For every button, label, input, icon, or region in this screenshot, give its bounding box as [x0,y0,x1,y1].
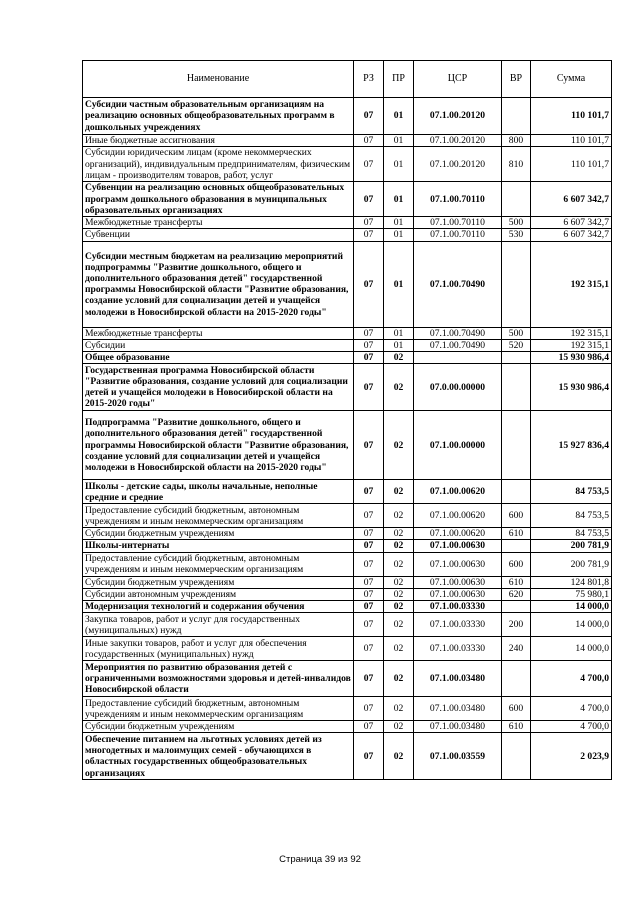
cell-name: Субсидии местным бюджетам на реализацию мероприятий подпрограммы "Развитие дошкольного, общего и дополнительного образования детей" государственной программы Новосибирской области "Развитие образования, создание условий для социализации детей и учащейся молодежи в Новосибирской области на 2015-2020 годы" [83,241,354,327]
cell-csr: 07.1.00.20120 [414,135,502,147]
cell-name: Модернизация технологий и содержания обучения [83,601,354,613]
cell-pr: 02 [384,697,414,721]
cell-rz: 07 [354,241,384,327]
cell-vr [502,661,531,697]
cell-sum: 4 700,0 [531,721,612,733]
table-row [83,540,612,552]
cell-pr: 01 [384,217,414,229]
cell-rz: 07 [354,613,384,637]
cell-csr: 07.1.00.70490 [414,327,502,339]
table-row [83,601,612,613]
cell-vr [502,411,531,480]
table-row [83,182,612,217]
cell-pr: 02 [384,576,414,588]
table-row [83,327,612,339]
cell-csr: 07.1.00.00630 [414,576,502,588]
header-csr: ЦСР [414,61,502,98]
cell-rz: 07 [354,98,384,135]
cell-csr [414,352,502,364]
cell-sum: 15 927 836,4 [531,411,612,480]
cell-csr: 07.1.00.00620 [414,528,502,540]
cell-rz: 07 [354,721,384,733]
cell-sum: 84 753,5 [531,504,612,528]
cell-vr: 600 [502,504,531,528]
header-sum: Сумма [531,61,612,98]
header-name: Наименование [83,61,354,98]
table-row [83,552,612,576]
cell-pr: 01 [384,229,414,241]
table-row [83,352,612,364]
cell-csr: 07.1.00.03330 [414,601,502,613]
header-pr: ПР [384,61,414,98]
cell-vr: 200 [502,613,531,637]
cell-csr: 07.1.00.00620 [414,480,502,504]
table-row [83,241,612,327]
cell-pr: 02 [384,733,414,780]
table-row [83,576,612,588]
cell-vr: 500 [502,327,531,339]
cell-csr: 07.1.00.00000 [414,411,502,480]
cell-rz: 07 [354,661,384,697]
table-body [83,98,612,780]
cell-pr: 02 [384,588,414,600]
cell-pr: 02 [384,504,414,528]
cell-rz: 07 [354,411,384,480]
cell-csr: 07.1.00.00620 [414,504,502,528]
cell-csr: 07.1.00.03480 [414,697,502,721]
cell-vr [502,352,531,364]
cell-rz: 07 [354,576,384,588]
cell-vr [502,98,531,135]
cell-sum: 84 753,5 [531,480,612,504]
cell-rz: 07 [354,637,384,661]
cell-sum: 15 930 986,4 [531,364,612,411]
cell-csr: 07.1.00.70490 [414,241,502,327]
cell-vr [502,601,531,613]
cell-pr: 02 [384,637,414,661]
cell-pr: 01 [384,98,414,135]
cell-csr: 07.1.00.70110 [414,182,502,217]
cell-csr: 07.0.00.00000 [414,364,502,411]
table-header-row [83,61,612,98]
cell-sum: 4 700,0 [531,697,612,721]
cell-csr: 07.1.00.03480 [414,721,502,733]
cell-name: Общее образование [83,352,354,364]
cell-name: Подпрограмма "Развитие дошкольного, общего и дополнительного образования детей" государственной программы Новосибирской области "Развитие образования, создание условий для социализации детей и учащейся молодежи в Новосибирской области на 2015-2020 годы" [83,411,354,480]
cell-csr: 07.1.00.20120 [414,147,502,182]
cell-csr: 07.1.00.03330 [414,613,502,637]
cell-vr: 240 [502,637,531,661]
table-row [83,661,612,697]
table-row [83,411,612,480]
cell-pr: 01 [384,147,414,182]
cell-sum: 6 607 342,7 [531,217,612,229]
cell-pr: 01 [384,135,414,147]
cell-csr: 07.1.00.03330 [414,637,502,661]
cell-vr: 600 [502,697,531,721]
cell-csr: 07.1.00.03480 [414,661,502,697]
cell-sum: 124 801,8 [531,576,612,588]
table-row [83,98,612,135]
table-row [83,733,612,780]
cell-vr: 520 [502,339,531,351]
cell-name: Субсидии бюджетным учреждениям [83,721,354,733]
cell-name: Предоставление субсидий бюджетным, автономным учреждениям и иным некоммерческим организациям [83,552,354,576]
header-vr: ВР [502,61,531,98]
cell-vr: 610 [502,576,531,588]
cell-rz: 07 [354,229,384,241]
cell-pr: 02 [384,721,414,733]
cell-pr: 02 [384,661,414,697]
table-row [83,339,612,351]
cell-pr: 02 [384,613,414,637]
cell-rz: 07 [354,601,384,613]
cell-csr: 07.1.00.70110 [414,229,502,241]
cell-vr: 530 [502,229,531,241]
cell-csr: 07.1.00.70490 [414,339,502,351]
cell-vr [502,182,531,217]
cell-rz: 07 [354,135,384,147]
cell-sum: 14 000,0 [531,613,612,637]
cell-pr: 02 [384,540,414,552]
cell-vr: 800 [502,135,531,147]
cell-pr: 02 [384,601,414,613]
cell-sum: 110 101,7 [531,98,612,135]
cell-name: Обеспечение питанием на льготных условиях детей из многодетных и малоимущих семей - обучающихся в областных государственных общеобразовательных организациях [83,733,354,780]
cell-rz: 07 [354,182,384,217]
cell-pr: 02 [384,364,414,411]
cell-vr [502,733,531,780]
cell-sum: 14 000,0 [531,637,612,661]
cell-name: Субсидии бюджетным учреждениям [83,576,354,588]
cell-sum: 75 980,1 [531,588,612,600]
cell-rz: 07 [354,217,384,229]
cell-vr [502,241,531,327]
cell-rz: 07 [354,504,384,528]
cell-pr: 01 [384,182,414,217]
cell-name: Школы - детские сады, школы начальные, неполные средние и средние [83,480,354,504]
cell-pr: 02 [384,528,414,540]
table-row [83,217,612,229]
cell-name: Межбюджетные трансферты [83,327,354,339]
cell-rz: 07 [354,552,384,576]
cell-sum: 15 930 986,4 [531,352,612,364]
cell-name: Субвенции на реализацию основных общеобразовательных программ дошкольного образования в муниципальных образовательных организациях [83,182,354,217]
cell-name: Закупка товаров, работ и услуг для государственных (муниципальных) нужд [83,613,354,637]
table-row [83,135,612,147]
cell-name: Субсидии [83,339,354,351]
cell-sum: 110 101,7 [531,135,612,147]
cell-sum: 2 023,9 [531,733,612,780]
cell-name: Иные закупки товаров, работ и услуг для обеспечения государственных (муниципальных) нужд [83,637,354,661]
header-rz: РЗ [354,61,384,98]
table-row [83,147,612,182]
table-row [83,588,612,600]
cell-rz: 07 [354,697,384,721]
cell-rz: 07 [354,147,384,182]
cell-name: Государственная программа Новосибирской области "Развитие образования, создание условий для социализации детей и учащейся молодежи в Новосибирской области на 2015-2020 годы" [83,364,354,411]
table-row [83,613,612,637]
cell-sum: 192 315,1 [531,327,612,339]
cell-sum: 84 753,5 [531,528,612,540]
cell-name: Предоставление субсидий бюджетным, автономным учреждениям и иным некоммерческим организациям [83,697,354,721]
cell-csr: 07.1.00.03559 [414,733,502,780]
cell-sum: 110 101,7 [531,147,612,182]
cell-vr [502,540,531,552]
table-row [83,697,612,721]
cell-name: Мероприятия по развитию образования детей с ограниченными возможностями здоровья и детей-инвалидов Новосибирской области [83,661,354,697]
cell-rz: 07 [354,327,384,339]
cell-name: Субсидии юридическим лицам (кроме некоммерческих организаций), индивидуальным предпринимателям, физическим лицам - производителям товаров, работ, услуг [83,147,354,182]
cell-rz: 07 [354,364,384,411]
cell-csr: 07.1.00.00630 [414,588,502,600]
cell-csr: 07.1.00.00630 [414,540,502,552]
cell-rz: 07 [354,339,384,351]
table-row [83,504,612,528]
cell-csr: 07.1.00.20120 [414,98,502,135]
cell-name: Предоставление субсидий бюджетным, автономным учреждениям и иным некоммерческим организациям [83,504,354,528]
cell-name: Субсидии бюджетным учреждениям [83,528,354,540]
cell-name: Школы-интернаты [83,540,354,552]
cell-pr: 01 [384,327,414,339]
cell-pr: 02 [384,552,414,576]
table-row [83,364,612,411]
table-row [83,480,612,504]
cell-vr: 500 [502,217,531,229]
cell-sum: 6 607 342,7 [531,182,612,217]
cell-pr: 01 [384,241,414,327]
cell-vr [502,364,531,411]
cell-csr: 07.1.00.00630 [414,552,502,576]
cell-pr: 01 [384,339,414,351]
cell-sum: 192 315,1 [531,241,612,327]
page-number: Страница 39 из 92 [279,854,361,865]
cell-rz: 07 [354,540,384,552]
cell-vr: 610 [502,528,531,540]
cell-vr: 810 [502,147,531,182]
cell-pr: 02 [384,480,414,504]
cell-sum: 200 781,9 [531,540,612,552]
cell-sum: 192 315,1 [531,339,612,351]
cell-rz: 07 [354,733,384,780]
table-row [83,721,612,733]
cell-rz: 07 [354,588,384,600]
cell-vr: 600 [502,552,531,576]
cell-pr: 02 [384,411,414,480]
cell-sum: 14 000,0 [531,601,612,613]
table-row [83,229,612,241]
cell-rz: 07 [354,480,384,504]
cell-rz: 07 [354,352,384,364]
cell-pr: 02 [384,352,414,364]
cell-name: Субсидии автономным учреждениям [83,588,354,600]
cell-name: Субсидии частным образовательным организациям на реализацию основных общеобразовательных программ в дошкольных учреждениях [83,98,354,135]
cell-name: Субвенции [83,229,354,241]
cell-sum: 6 607 342,7 [531,229,612,241]
cell-vr [502,480,531,504]
cell-csr: 07.1.00.70110 [414,217,502,229]
budget-table [82,60,612,780]
cell-vr: 620 [502,588,531,600]
cell-rz: 07 [354,528,384,540]
cell-sum: 200 781,9 [531,552,612,576]
cell-name: Иные бюджетные ассигнования [83,135,354,147]
cell-name: Межбюджетные трансферты [83,217,354,229]
cell-sum: 4 700,0 [531,661,612,697]
cell-vr: 610 [502,721,531,733]
table-row [83,637,612,661]
table-row [83,528,612,540]
